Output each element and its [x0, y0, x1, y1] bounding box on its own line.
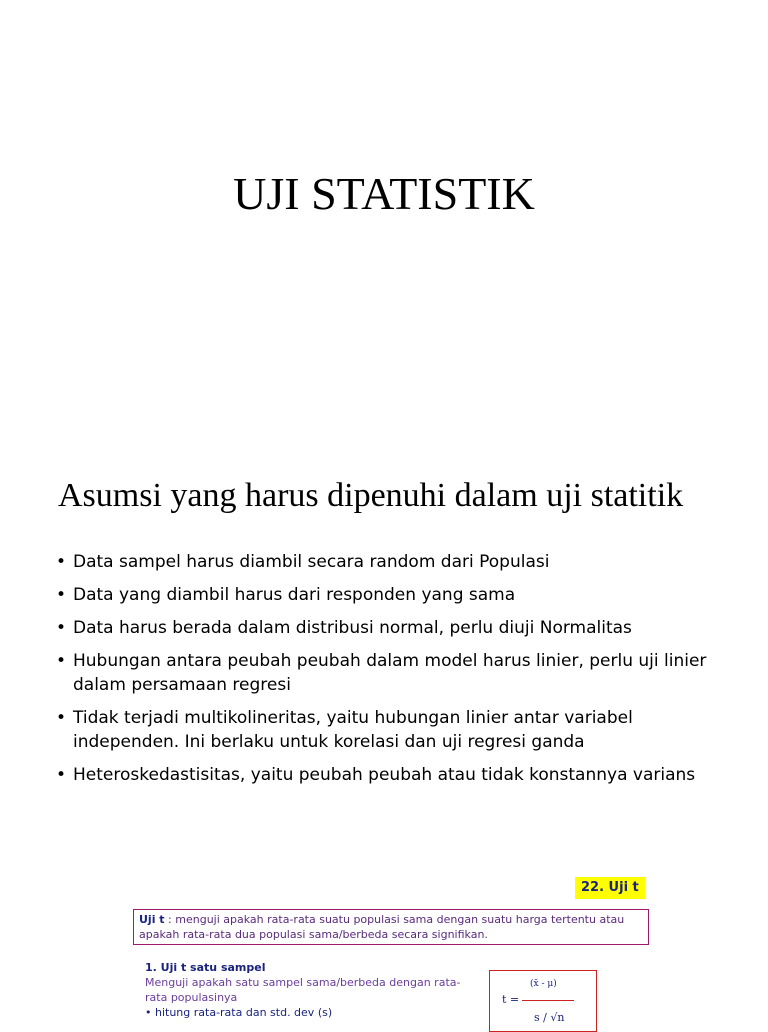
assumptions-list	[56, 550, 736, 796]
t-formula-box	[489, 970, 597, 1032]
formula-numerator: (x̄ - μ)	[530, 979, 557, 989]
definition-lead: Uji t	[139, 913, 165, 926]
section-heading: 1. Uji t satu sampel	[145, 961, 266, 974]
fraction-bar	[522, 1000, 574, 1001]
section-text: Menguji apakah satu sampel sama/berbeda dengan rata-rata populasinya	[145, 976, 461, 1004]
formula-denominator: s / √n	[534, 1011, 565, 1024]
list-item	[56, 583, 736, 607]
bullet-text: Data harus berada dalam distribusi normal, perlu diuji Normalitas	[73, 618, 632, 638]
list-item	[56, 616, 736, 640]
formula-lhs: t =	[502, 993, 520, 1006]
list-item	[56, 706, 736, 754]
bullet-text: Data sampel harus diambil secara random dari Populasi	[73, 552, 550, 572]
bullet-icon: •	[56, 651, 67, 671]
list-item	[56, 649, 736, 697]
bullet-icon: •	[56, 618, 67, 638]
definition-box	[133, 909, 649, 945]
bullet-icon: •	[56, 552, 67, 572]
list-item	[56, 763, 736, 787]
definition-text: : menguji apakah rata-rata suatu populasi sama dengan suatu harga tertentu atau apakah rata-rata dua populasi sama/berbeda secara signifikan.	[139, 913, 625, 941]
bullet-icon: •	[56, 765, 67, 785]
one-sample-section	[145, 960, 465, 1020]
bullet-text: Hubungan antara peubah peubah dalam model harus linier, perlu uji linier dalam persamaan regresi	[73, 651, 707, 695]
bullet-text: Heteroskedastisitas, yaitu peubah peubah atau tidak konstannya varians	[73, 765, 696, 785]
bullet-text: Data yang diambil harus dari responden yang sama	[73, 585, 516, 605]
assumptions-heading: Asumsi yang harus dipenuhi dalam uji statitik	[58, 477, 684, 514]
slide-number-badge: 22. Uji t	[575, 877, 645, 899]
slide-title: UJI STATISTIK	[233, 168, 535, 219]
bullet-text: Tidak terjadi multikolineritas, yaitu hubungan linier antar variabel independen. Ini berlaku untuk korelasi dan uji regresi ganda	[73, 708, 633, 752]
list-item	[56, 550, 736, 574]
bullet-icon: •	[56, 708, 67, 728]
section-item: • hitung rata-rata dan std. dev (s)	[145, 1006, 333, 1019]
bullet-icon: •	[56, 585, 67, 605]
